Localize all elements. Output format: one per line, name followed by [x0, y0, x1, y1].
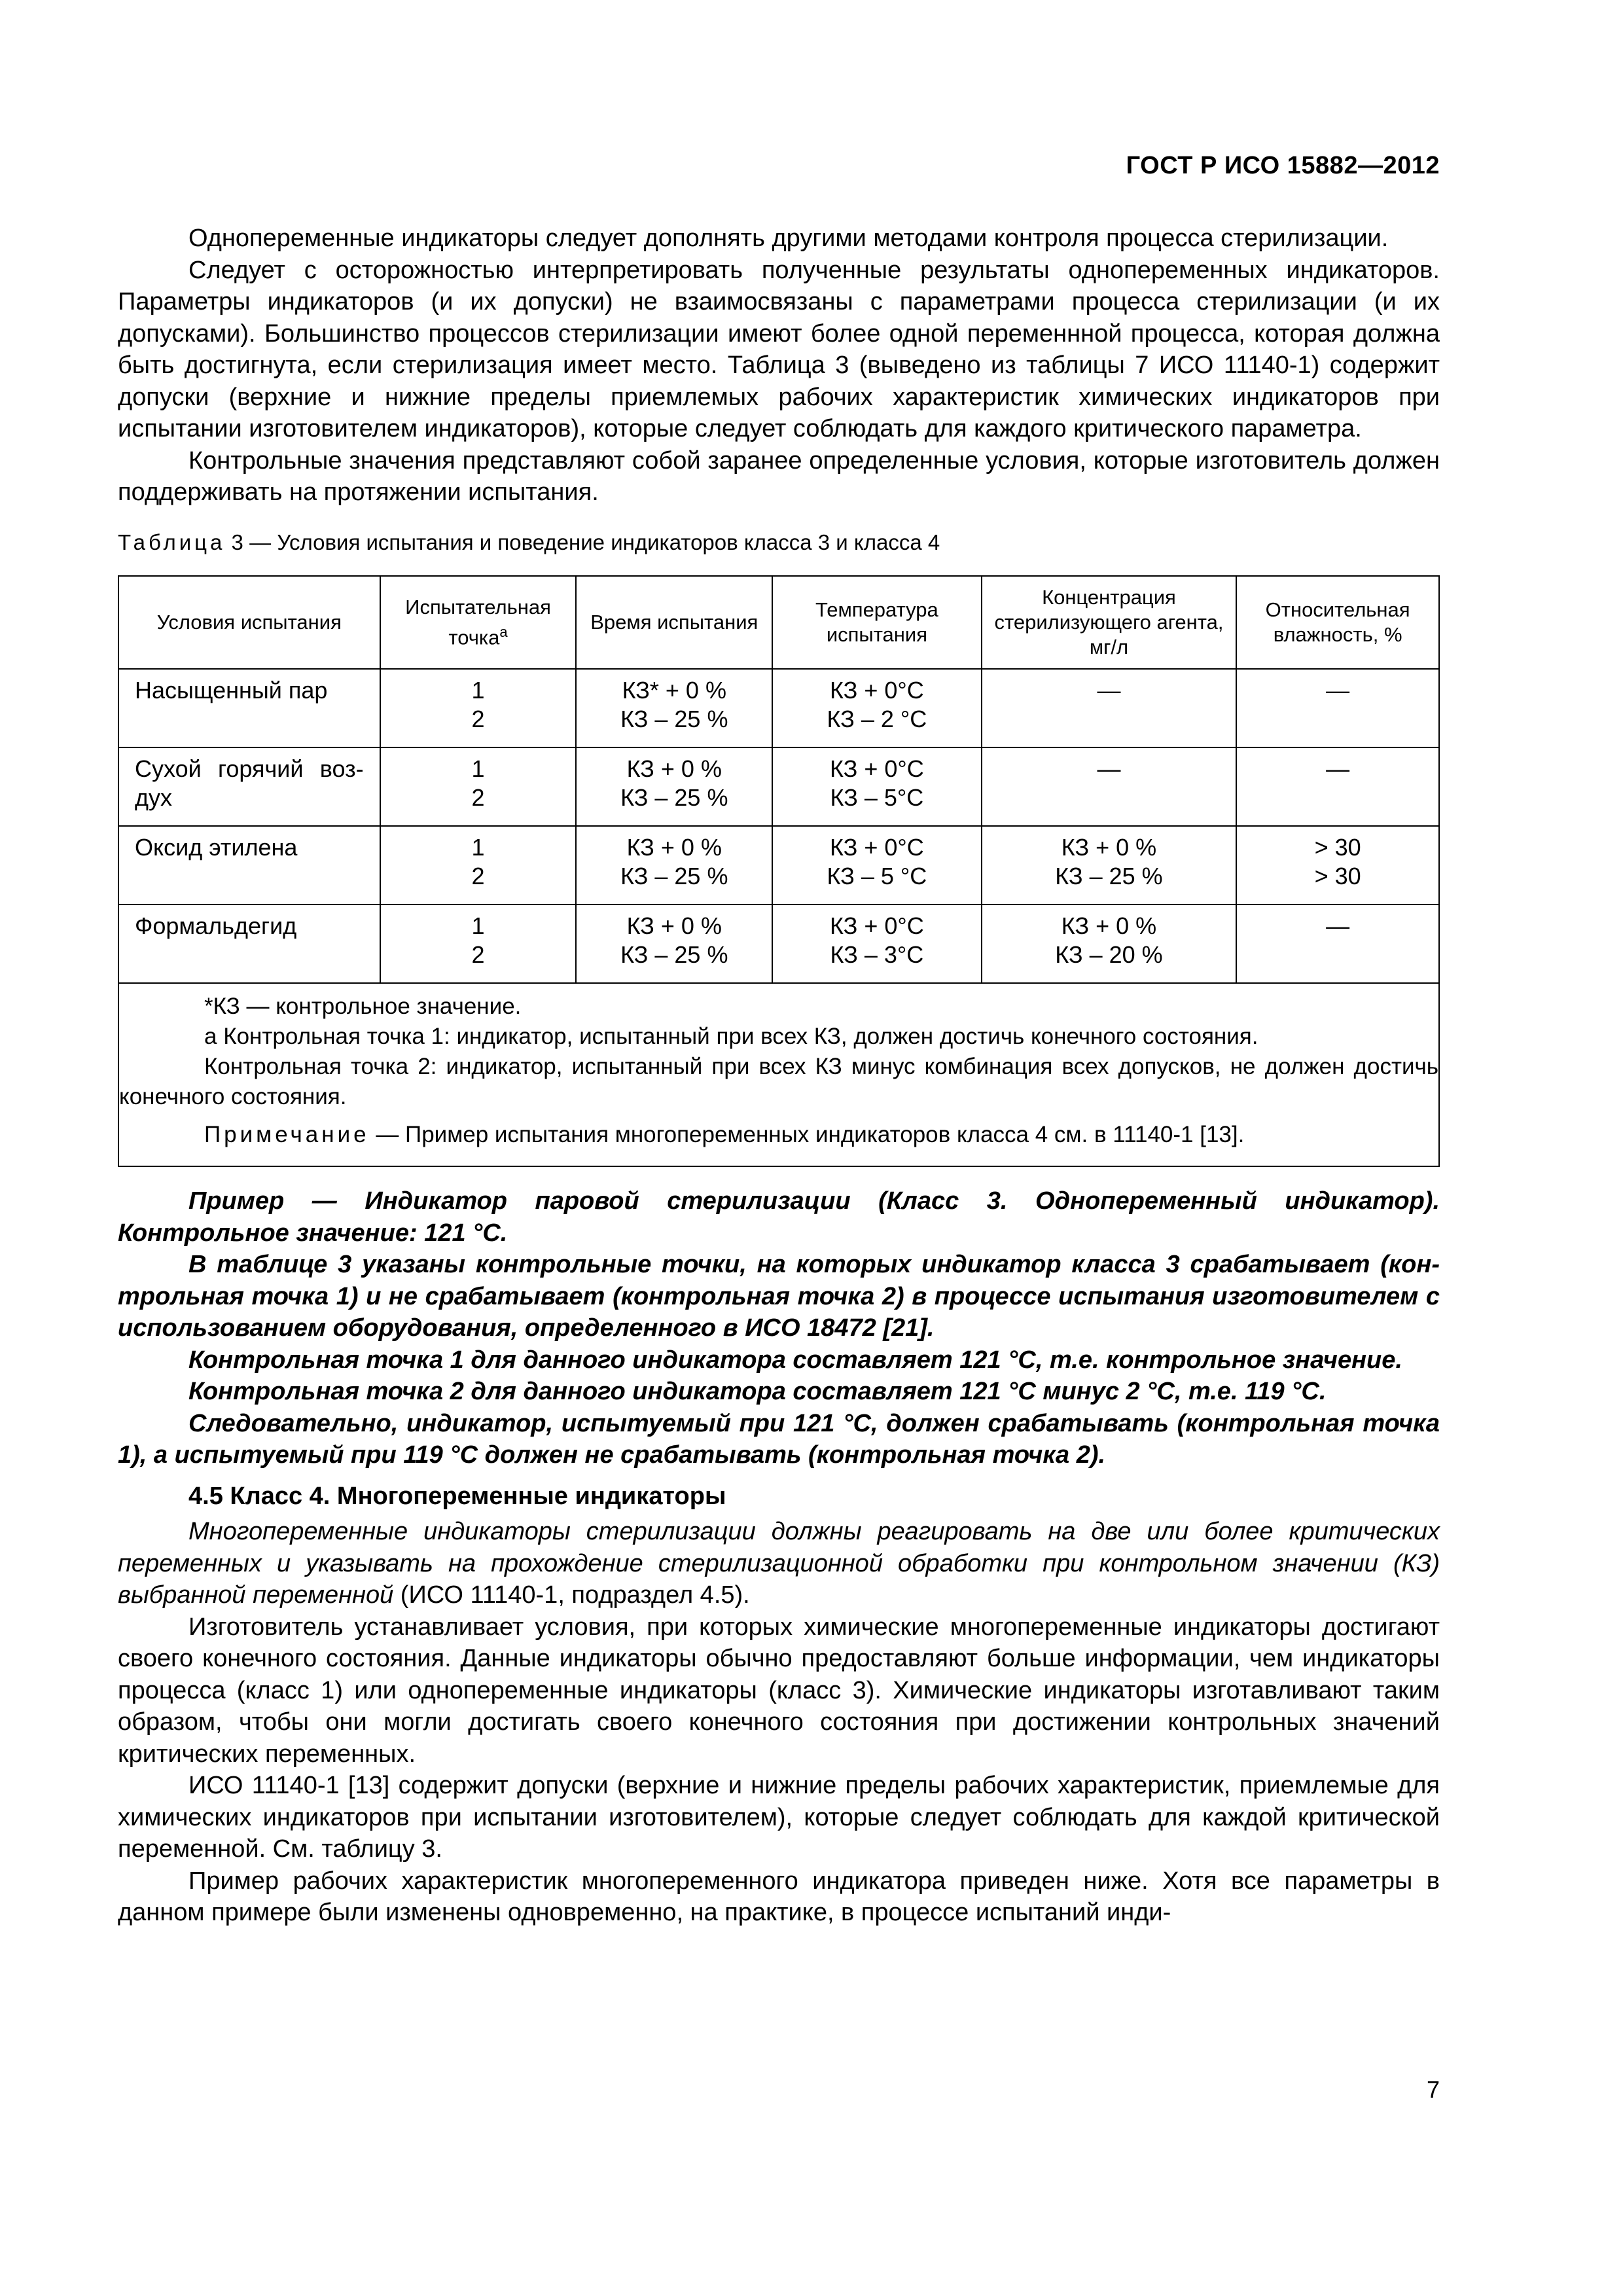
definition-paragraph [118, 1516, 1440, 1611]
table-row [118, 747, 1439, 826]
example-paragraph: Контрольная точка 1 для данного индикатора составляет 121 °С, т.е. контрольное значение. [188, 1346, 1402, 1374]
table-remark [119, 1120, 1438, 1150]
cell-concentration: — [982, 747, 1237, 826]
table-remark-text: — Пример испытания многопеременных индикаторов класса 4 см. в 11140-1 [13]. [369, 1122, 1245, 1147]
table-row [118, 826, 1439, 905]
cell-condition: Формальдегид [118, 905, 380, 983]
cell-humidity: — [1236, 747, 1439, 826]
definition-reference: (ИСО 11140-1, подраздел 4.5). [393, 1581, 750, 1609]
table-notes [118, 983, 1439, 1166]
column-header-temperature: Температура испытания [772, 576, 982, 669]
example-paragraph: Пример — Индикатор паровой стерилизации (Класс 3. Однопеременный индикатор). Контрольное значение: 121 °С. [118, 1187, 1440, 1247]
document-id: ГОСТ Р ИСО 15882—2012 [1126, 152, 1440, 179]
cell-concentration: — [982, 669, 1237, 747]
cell-concentration: КЗ + 0 % КЗ – 20 % [982, 905, 1237, 983]
intro-paragraph: Контрольные значения представляют собой заранее определенные условия, которые изготовитель должен поддерживать на протяжении испытания. [118, 446, 1440, 506]
table-caption-label: Таблица [118, 529, 226, 554]
table-header-row [118, 576, 1439, 669]
section-paragraph: Изготовитель устанавливает условия, при которых химические многопеременные индикаторы достигают своего конечного состояния. Данные индикаторы обычно предоставляют больше информации, чем индикаторы процесса (класс 1) или однопеременные индикаторы (класс 3). Химические индикаторы изготавливают таким образом, чтобы они могли достигать своего конечного состояния при достижении контрольных значений критических переменных. [118, 1613, 1440, 1768]
cell-condition: Оксид этилена [118, 826, 380, 905]
example-paragraph: В таблице 3 указаны контрольные точки, на которых индикатор класса 3 срабатывает (контрольная точка 1) и не срабатывает (контрольная точка 2) в процессе испытания изготовителем с использованием оборудования, определенного в ИСО 18472 [21]. [118, 1251, 1440, 1342]
column-header-point: Испытательная точка$^a$ [380, 576, 577, 669]
cell-points: 1 2 [380, 747, 577, 826]
table-remark-label: Примечание [204, 1122, 370, 1147]
document-page [118, 0, 1440, 2296]
table-row [118, 669, 1439, 747]
cell-temperature: КЗ + 0°С КЗ – 5 °С [772, 826, 982, 905]
cell-points: 1 2 [380, 905, 577, 983]
column-header-humidity: Относительная влажность, % [1236, 576, 1439, 669]
example-paragraph: Следовательно, индикатор, испытуемый при 121 °С, должен срабатывать (контрольная точка 1), а испытуемый при 119 °С должен не срабатывать (контрольная точка 2). [118, 1409, 1440, 1469]
column-header-concentration: Концентрация стерилизующего агента, мг/л [982, 576, 1237, 669]
cell-humidity: — [1236, 669, 1439, 747]
intro-paragraph: Однопеременные индикаторы следует дополнять другими методами контроля процесса стерилизации. [188, 224, 1389, 252]
cell-condition: Сухой горячий воздух [118, 747, 380, 826]
cell-points: 1 2 [380, 826, 577, 905]
cell-time: КЗ + 0 % КЗ – 25 % [576, 747, 772, 826]
section-paragraph: ИСО 11140-1 [13] содержит допуски (верхние и нижние пределы рабочих характеристик, приемлемые для химических индикаторов при испытании изготовителем), которые следует соблюдать для каждой критической переменной. См. таблицу 3. [118, 1772, 1440, 1863]
page-body [118, 223, 1440, 1929]
cell-points: 1 2 [380, 669, 577, 747]
table-footnote: a Контрольная точка 1: индикатор, испытанный при всех КЗ, должен достичь конечного состояния. [204, 1024, 1258, 1049]
cell-time: КЗ* + 0 % КЗ – 25 % [576, 669, 772, 747]
table-notes-row [118, 983, 1439, 1166]
cell-temperature: КЗ + 0°С КЗ – 3°С [772, 905, 982, 983]
cell-time: КЗ + 0 % КЗ – 25 % [576, 905, 772, 983]
table-row [118, 905, 1439, 983]
section-heading: 4.5 Класс 4. Многопеременные индикаторы [188, 1482, 726, 1510]
cell-humidity: — [1236, 905, 1439, 983]
intro-paragraph: Следует с осторожностью интерпретировать полученные результаты однопеременных индикаторов. Параметры индикаторов (и их допуски) не взаимосвязаны с параметрами процесса стерилизации (и их допусками). Большинство процессов стерилизации имеют более одной переменнной процесса, которая должна быть достигнута, если стерилизация имеет место. Таблица 3 (выведено из таблицы 7 ИСО 11140-1) содержит допуски (верхние и нижние пределы приемлемых рабочих характеристик химических индикаторов при испытании изготовителем индикаторов), которые следует соблюдать для каждого критического параметра. [118, 256, 1440, 442]
cell-humidity: > 30 > 30 [1236, 826, 1439, 905]
cell-temperature: КЗ + 0°С КЗ – 2 °С [772, 669, 982, 747]
column-header-time: Время испытания [576, 576, 772, 669]
conditions-table [118, 575, 1440, 1167]
table-footnote: *КЗ — контрольное значение. [204, 994, 522, 1019]
table-caption [118, 527, 1440, 559]
cell-temperature: КЗ + 0°С КЗ – 5°С [772, 747, 982, 826]
table-footnote: Контрольная точка 2: индикатор, испытанный при всех КЗ минус комбинация всех допусков, не должен достичь конечного состояния. [119, 1054, 1438, 1109]
cell-time: КЗ + 0 % КЗ – 25 % [576, 826, 772, 905]
cell-condition: Насыщенный пар [118, 669, 380, 747]
example-paragraph: Контрольная точка 2 для данного индикатора составляет 121 °С минус 2 °С, т.е. 119 °С. [188, 1378, 1327, 1405]
page-number: 7 [1426, 2076, 1440, 2103]
column-header-conditions: Условия испытания [118, 576, 380, 669]
cell-concentration: КЗ + 0 % КЗ – 25 % [982, 826, 1237, 905]
table-caption-text: 3 — Условия испытания и поведение индикаторов класса 3 и класса 4 [225, 529, 940, 554]
section-paragraph: Пример рабочих характеристик многопеременного индикатора приведен ниже. Хотя все параметры в данном примере были изменены одновременно, на практике, в процессе испытаний инди- [118, 1867, 1440, 1926]
definition-text: Многопеременные индикаторы стерилизации должны реагировать на две или более критических переменных и указывать на прохождение стерилизационной обработки при контрольном значении (КЗ) выбранной переменной [118, 1518, 1440, 1609]
